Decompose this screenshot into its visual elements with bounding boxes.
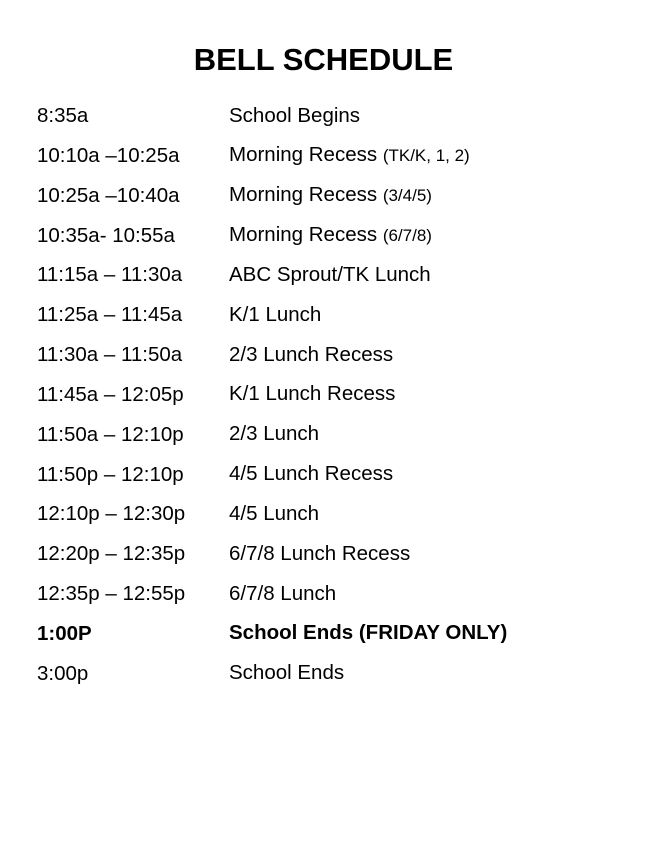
- schedule-row: [37, 375, 637, 415]
- schedule-event: [229, 335, 637, 376]
- event-note: (3/4/5): [382, 186, 432, 206]
- schedule-row: [37, 295, 637, 335]
- event-label: K/1 Lunch Recess: [229, 382, 396, 406]
- event-label: School Ends: [229, 661, 345, 685]
- schedule-time: 12:35p – 12:55p: [37, 582, 186, 606]
- bell-schedule-table: [37, 96, 637, 694]
- event-note: (6/7/8): [382, 226, 432, 246]
- schedule-row: [37, 335, 637, 375]
- event-label: School Begins: [229, 103, 361, 127]
- schedule-time: 8:35a: [37, 104, 89, 127]
- event-label: ABC Sprout/TK Lunch: [229, 262, 431, 286]
- event-label: K/1 Lunch: [229, 302, 322, 326]
- schedule-row: [37, 654, 637, 694]
- schedule-time: 11:50a – 12:10p: [37, 422, 184, 446]
- schedule-event: [229, 96, 637, 137]
- schedule-row: [37, 216, 637, 256]
- schedule-event: [229, 175, 637, 216]
- schedule-time: 1:00P: [37, 621, 92, 645]
- schedule-row: [37, 574, 637, 614]
- schedule-row-friday-end: [37, 614, 637, 654]
- schedule-event: [229, 574, 637, 615]
- schedule-time: 12:10p – 12:30p: [37, 502, 186, 526]
- event-label: Morning Recess: [229, 223, 383, 247]
- event-label: 6/7/8 Lunch Recess: [229, 541, 411, 565]
- schedule-time: 11:50p – 12:10p: [37, 462, 184, 486]
- event-note: (TK/K, 1, 2): [382, 146, 470, 166]
- schedule-event: [229, 414, 637, 455]
- page-title: BELL SCHEDULE: [193, 42, 454, 77]
- schedule-time: 10:10a –10:25a: [37, 143, 180, 167]
- schedule-row: [37, 415, 637, 455]
- schedule-time: 10:25a –10:40a: [37, 183, 180, 207]
- schedule-event: [229, 255, 637, 296]
- schedule-event: [229, 215, 637, 256]
- schedule-row: [37, 494, 637, 534]
- event-label: 4/5 Lunch: [229, 501, 320, 525]
- schedule-row: [37, 176, 637, 216]
- schedule-event: [229, 374, 637, 415]
- schedule-event: [229, 534, 637, 575]
- event-label: School Ends (FRIDAY ONLY): [229, 621, 508, 645]
- schedule-event: [229, 613, 637, 654]
- schedule-event: [229, 653, 637, 694]
- schedule-event: [229, 494, 637, 535]
- schedule-event: [229, 295, 637, 336]
- schedule-row: [37, 455, 637, 495]
- schedule-event: [229, 135, 637, 176]
- schedule-time: 11:25a – 11:45a: [37, 303, 183, 327]
- schedule-row: [37, 534, 637, 574]
- schedule-time: 3:00p: [37, 661, 89, 685]
- event-label: 6/7/8 Lunch: [229, 581, 337, 605]
- schedule-event: [229, 454, 637, 495]
- schedule-time: 11:45a – 12:05p: [37, 382, 184, 406]
- schedule-time: 11:30a – 11:50a: [37, 343, 183, 367]
- event-label: Morning Recess: [229, 183, 383, 207]
- schedule-time: 12:20p – 12:35p: [37, 542, 186, 566]
- event-label: Morning Recess: [229, 143, 383, 167]
- event-label: 2/3 Lunch: [229, 422, 320, 446]
- schedule-row: [37, 96, 637, 136]
- schedule-row: [37, 255, 637, 295]
- event-label: 2/3 Lunch Recess: [229, 342, 394, 366]
- schedule-time: 11:15a – 11:30a: [37, 263, 183, 287]
- schedule-time: 10:35a- 10:55a: [37, 223, 175, 247]
- schedule-row: [37, 136, 637, 176]
- event-label: 4/5 Lunch Recess: [229, 462, 394, 486]
